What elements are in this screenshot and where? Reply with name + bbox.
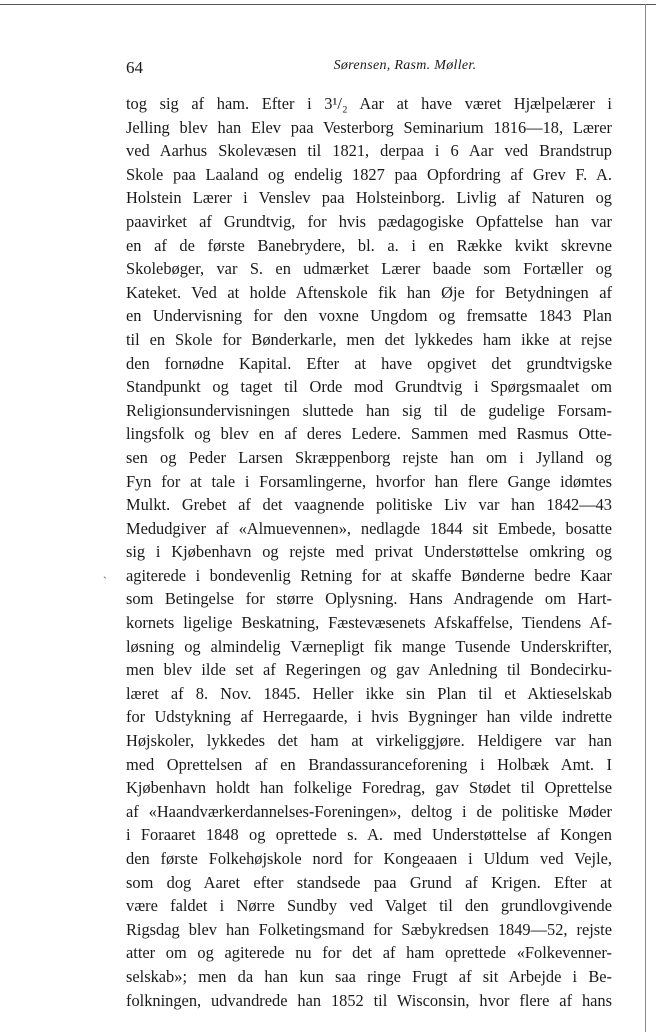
- text-line: være faldet i Nørre Sundby ved Valget til den grundlovgivende: [126, 896, 612, 916]
- text-line: atter om og agiterede nu for det af ham oprettede «Folkevenner-: [126, 943, 612, 963]
- text-line: Jelling blev han Elev paa Vesterborg Seminarium 1816—18, Lærer: [126, 117, 612, 137]
- text-line: løsning og almindelig Værnepligt fik mange Tusende Underskrifter,: [126, 636, 612, 656]
- text-line: Medudgiver af «Almuevennen», nedlagde 1844 sit Embede, bosatte: [126, 518, 612, 538]
- body-text: [126, 92, 612, 1012]
- page-edge-right: [645, 4, 646, 1032]
- text-line: folkningen, udvandrede han 1852 til Wisconsin, hvor flere af hans: [126, 990, 612, 1010]
- text-line: læret af 8. Nov. 1845. Heller ikke sin Plan til et Aktieselskab: [126, 683, 612, 703]
- text-line: en Undervisning for den voxne Ungdom og fremsatte 1843 Plan: [126, 306, 612, 326]
- running-title: Sørensen, Rasm. Møller.: [333, 58, 477, 73]
- text-line: den første Folkehøjskole nord for Kongeaaen i Uldum ved Vejle,: [126, 849, 612, 868]
- text-line: i Foraaret 1848 og oprettede s. A. med Understøttelse af Kongen: [126, 825, 612, 845]
- text-line: Skolebøger, var S. en udmærket Lærer baade som Fortæller og: [126, 259, 612, 279]
- text-line: paavirket af Grundtvig, for hvis pædagogiske Opfattelse han var: [126, 211, 612, 231]
- text-line: tog sig af ham. Efter i 3¹/₂ Aar at have været Hjælpelærer i: [126, 94, 612, 113]
- text-line: den fornødne Kapital. Efter at have opgivet det grundtvigske: [126, 353, 612, 373]
- page-number: 64: [126, 58, 143, 77]
- text-line: til en Skole for Bønderkarle, men det lykkedes ham ikke at rejse: [126, 329, 612, 349]
- text-line: Holstein Lærer i Venslev paa Holsteinborg. Livlig af Naturen og: [126, 188, 612, 208]
- text-line: en af de første Banebrydere, bl. a. i en Række kvikt skrevne: [126, 235, 612, 255]
- text-line: som Betingelse for større Oplysning. Hans Andragende om Hart-: [126, 589, 612, 609]
- text-line: agiterede i bondevenlig Retning for at skaffe Bønderne bedre Kaar: [126, 565, 612, 585]
- text-line: ved Aarhus Skolevæsen til 1821, derpaa i 6 Aar ved Brandstrup: [126, 141, 612, 161]
- text-line: men blev ilde set af Regeringen og gav Anledning til Bondecirku-: [126, 660, 612, 680]
- text-line: selskab»; men da han kun saa ringe Frugt af sit Arbejde i Be-: [126, 966, 612, 986]
- text-line: Mulkt. Grebet af det vaagnende politiske Liv var han 1842—43: [126, 495, 612, 515]
- text-line: Fyn for at tale i Forsamlingerne, hvorfor han flere Gange idømtes: [126, 471, 612, 491]
- text-line: Standpunkt og taget til Orde mod Grundtvig i Spørgsmaalet om: [126, 377, 612, 397]
- text-line: Højskoler, lykkedes det ham at virkeliggjøre. Heldigere var han: [126, 731, 612, 751]
- text-line: for Udstykning af Herregaarde, i hvis Bygninger han vilde indrette: [126, 707, 612, 727]
- text-line: lingsfolk og blev en af deres Ledere. Sammen med Rasmus Otte-: [126, 424, 612, 444]
- text-line: Religionsundervisningen sluttede han sig til de gudelige Forsam-: [126, 400, 612, 420]
- text-line: med Oprettelsen af en Brandassuranceforening i Holbæk Amt. I: [126, 754, 612, 774]
- text-line: kornets ligelige Beskatning, Fæstevæsenets Afskaffelse, Tiendens Af-: [126, 613, 612, 633]
- text-line: sig i Kjøbenhavn og rejste med privat Understøttelse omkring og: [126, 542, 612, 562]
- page-edge-top: [0, 4, 656, 5]
- text-line: af «Haandværkerdannelses-Foreningen», deltog i de politiske Møder: [126, 801, 612, 821]
- text-line: Rigsdag blev han Folketingsmand for Sæbykredsen 1849—52, rejste: [126, 919, 612, 939]
- text-line: som dog Aaret efter standsede paa Grund af Krigen. Efter at: [126, 872, 612, 892]
- text-line: sen og Peder Larsen Skræppenborg rejste han om i Jylland og: [126, 447, 612, 467]
- text-line: Kateket. Ved at holde Aftenskole fik han Øje for Betydningen af: [126, 282, 612, 302]
- text-line: Skole paa Laaland og endelig 1827 paa Opfordring af Grev F. A.: [126, 164, 612, 184]
- text-line: Kjøbenhavn holdt han folkelige Foredrag, gav Stødet til Oprettelse: [126, 778, 612, 798]
- margin-mark: `: [103, 574, 107, 588]
